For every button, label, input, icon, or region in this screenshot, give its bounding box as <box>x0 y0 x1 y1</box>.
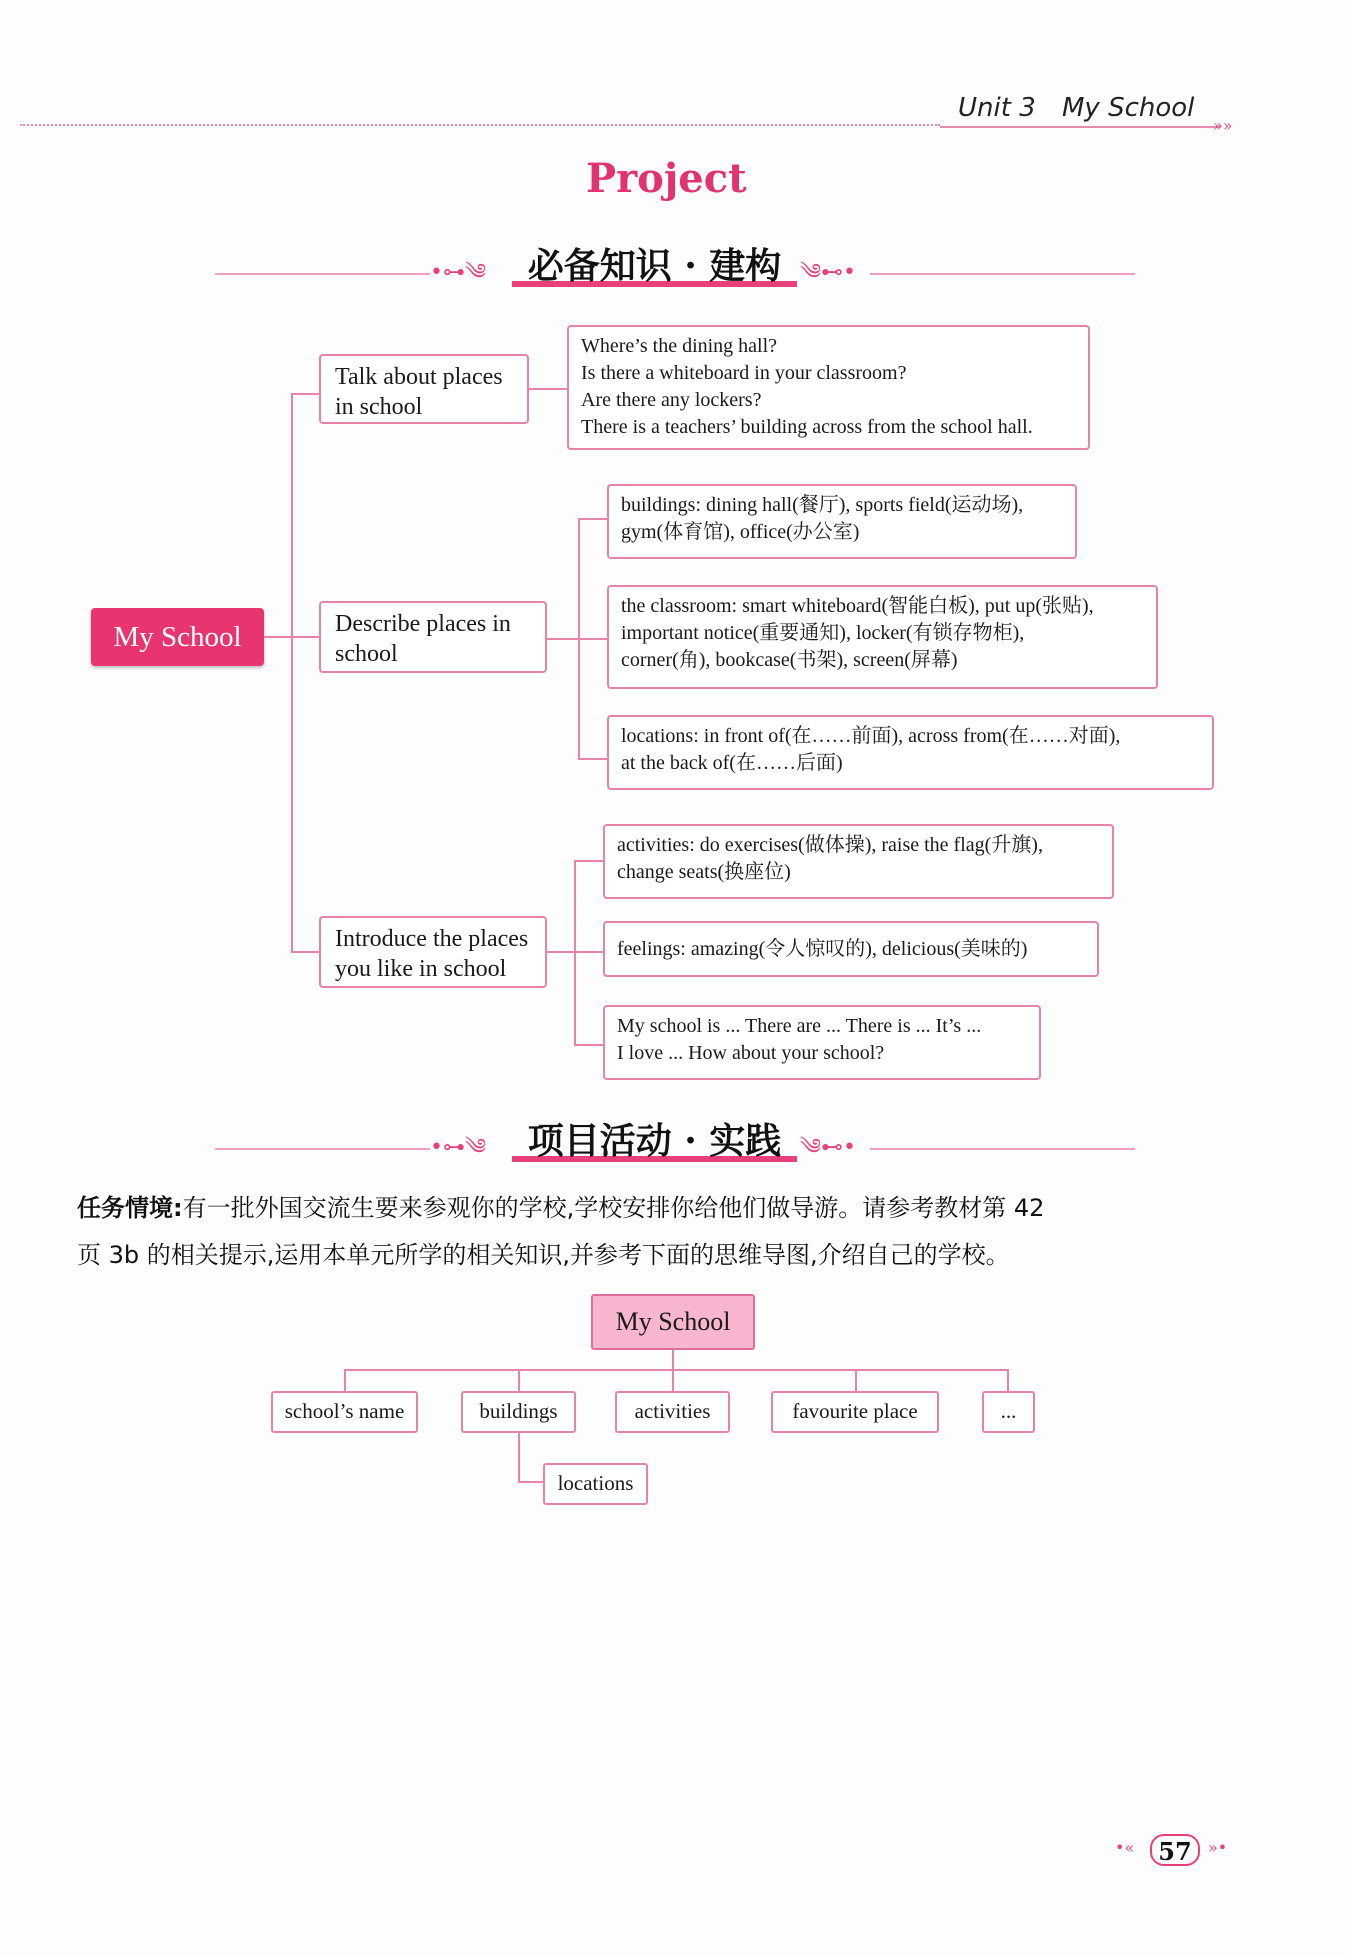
connector <box>518 1481 544 1483</box>
leaf-buildings <box>607 484 1077 559</box>
leaf-line: feelings: amazing(令人惊叹的), delicious(美味的) <box>617 938 1028 960</box>
item-school-name: school’s name <box>271 1391 418 1433</box>
connector <box>344 1369 1009 1371</box>
item-locations: locations <box>543 1463 648 1505</box>
unit-title: My School <box>1062 93 1195 123</box>
branch-describe-places <box>319 601 547 673</box>
header-rule <box>20 124 940 126</box>
leaf-line: Are there any lockers? <box>581 389 762 411</box>
connector <box>529 388 567 390</box>
page-deco-right-icon: »• <box>1208 1838 1228 1857</box>
leaf-line: at the back of(在……后面) <box>621 752 843 774</box>
branch-label-line: Introduce the places <box>335 926 529 952</box>
connector <box>1007 1369 1009 1391</box>
leaf-line: activities: do exercises(做体操), raise the flag(升旗), <box>617 834 1043 856</box>
leaf-line: gym(体育馆), office(办公室) <box>621 521 860 543</box>
leaf-line: important notice(重要通知), locker(有锁存物柜), <box>621 622 1025 644</box>
branch-label-line: school <box>335 641 398 667</box>
leaf-feelings <box>603 921 1099 977</box>
connector <box>547 951 575 953</box>
connector <box>672 1350 674 1370</box>
connector <box>672 1369 674 1391</box>
connector <box>574 951 604 953</box>
header-rule-solid <box>940 126 1220 128</box>
branch-talk-about-places <box>319 354 529 424</box>
page-deco-left-icon: •« <box>1115 1838 1135 1857</box>
item-favourite-place: favourite place <box>771 1391 939 1433</box>
connector <box>574 860 576 1046</box>
task-line-2: 页 3b 的相关提示,运用本单元所学的相关知识,并参考下面的思维导图,介绍自己的学校。 <box>77 1241 1010 1269</box>
leaf-line: There is a teachers’ building across from the school hall. <box>581 416 1033 438</box>
connector <box>574 1044 604 1046</box>
leaf-activities <box>603 824 1114 899</box>
header-arrows-icon: »» <box>1213 116 1233 135</box>
ornament-right-icon: ༄⊷• <box>800 260 856 285</box>
task-description <box>77 1185 1257 1279</box>
branch-label-line: Describe places in <box>335 611 511 637</box>
connector <box>518 1369 520 1391</box>
connector <box>291 393 293 953</box>
leaf-classroom <box>607 585 1158 689</box>
connector <box>344 1369 346 1391</box>
connector <box>574 860 604 862</box>
section-banner-1: 必备知识 · 建构 <box>527 245 782 287</box>
unit-label: Unit 3 <box>958 93 1036 123</box>
branch-introduce-places <box>319 916 547 988</box>
banner-line-left <box>215 273 430 275</box>
branch-label-line: you like in school <box>335 956 507 982</box>
connector <box>291 393 319 395</box>
page-title: Project <box>586 155 747 202</box>
connector <box>264 636 292 638</box>
leaf-sentence-patterns <box>603 1005 1041 1080</box>
leaf-line: I love ... How about your school? <box>617 1042 885 1064</box>
leaf-line: the classroom: smart whiteboard(智能白板), put up(张贴), <box>621 595 1094 617</box>
item-buildings: buildings <box>461 1391 576 1433</box>
connector <box>547 638 579 640</box>
leaf-questions <box>567 325 1090 450</box>
banner-line-left <box>215 1148 430 1150</box>
connector <box>578 518 608 520</box>
banner-line-right <box>870 273 1135 275</box>
connector <box>291 636 319 638</box>
banner-line-right <box>870 1148 1135 1150</box>
task-line-1: 有一批外国交流生要来参观你的学校,学校安排你给他们做导游。请参考教材第 42 <box>182 1194 1045 1222</box>
task-label: 任务情境: <box>77 1194 183 1222</box>
leaf-line: Where’s the dining hall? <box>581 335 778 357</box>
item-more: ... <box>982 1391 1035 1433</box>
leaf-line: change seats(换座位) <box>617 861 791 883</box>
page-number: 57 <box>1158 1837 1192 1866</box>
leaf-line: locations: in front of(在……前面), across from(在……对面), <box>621 725 1121 747</box>
leaf-line: My school is ... There are ... There is ... It’s ... <box>617 1015 982 1037</box>
leaf-locations <box>607 715 1214 790</box>
ornament-left-icon: •⊶༄ <box>430 260 486 285</box>
item-activities: activities <box>615 1391 730 1433</box>
ornament-left-icon: •⊶༄ <box>430 1135 486 1160</box>
leaf-line: Is there a whiteboard in your classroom? <box>581 362 907 384</box>
connector <box>518 1433 520 1483</box>
ornament-right-icon: ༄⊷• <box>800 1135 856 1160</box>
leaf-line: buildings: dining hall(餐厅), sports field(运动场), <box>621 494 1024 516</box>
connector <box>578 758 608 760</box>
page-number-badge <box>1150 1834 1200 1866</box>
connector <box>578 638 608 640</box>
connector <box>291 951 319 953</box>
leaf-line: corner(角), bookcase(书架), screen(屏幕) <box>621 649 958 671</box>
mindmap2-root: My School <box>591 1294 755 1350</box>
connector <box>855 1369 857 1391</box>
branch-label-line: in school <box>335 394 423 420</box>
branch-label-line: Talk about places <box>335 364 503 390</box>
section-banner-2: 项目活动 · 实践 <box>527 1120 782 1162</box>
mindmap-root: My School <box>91 608 264 666</box>
